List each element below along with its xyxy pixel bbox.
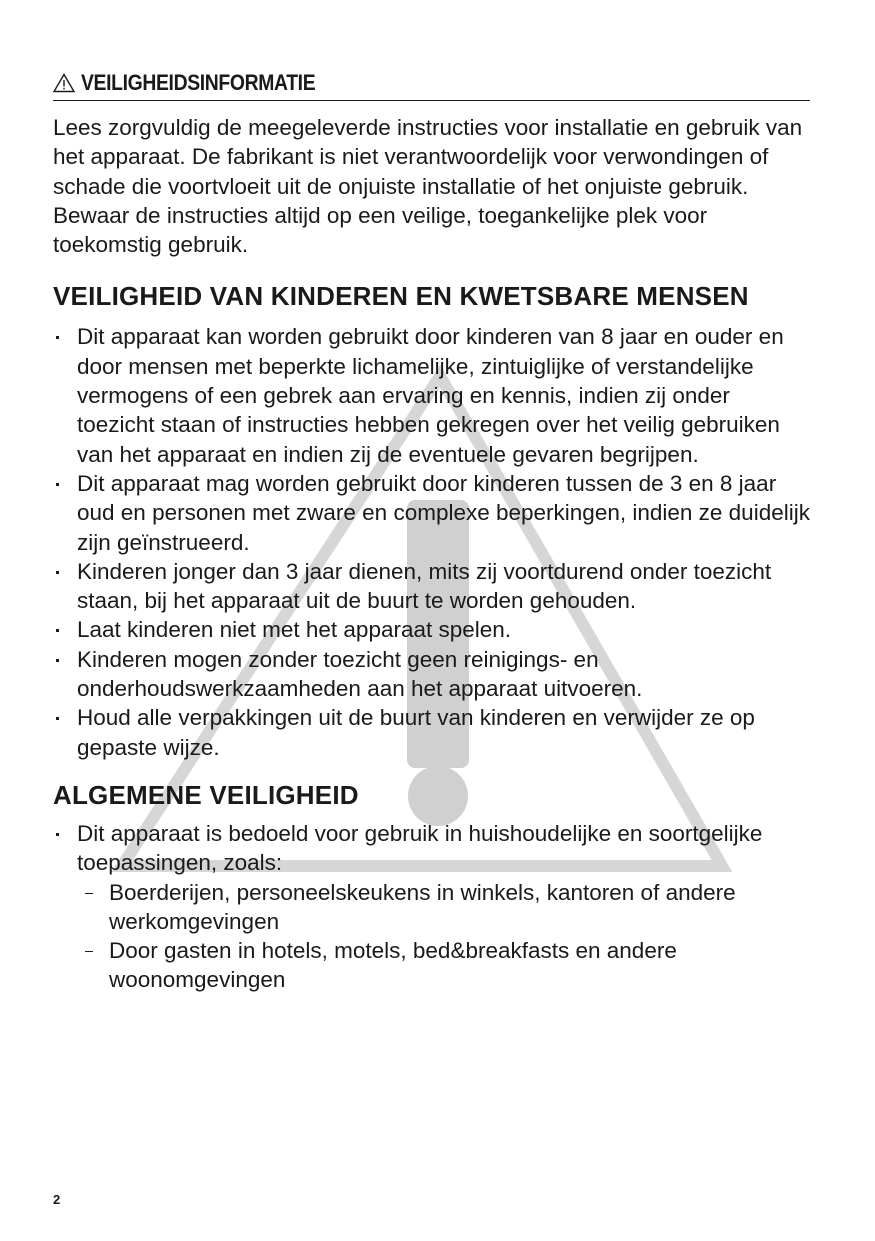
page-number: 2 [53, 1192, 61, 1207]
list-item: Kinderen mogen zonder toezicht geen reinigings- en onderhoudswerkzaamheden aan het apparaat uitvoeren. [53, 645, 810, 704]
list-item: Laat kinderen niet met het apparaat spelen. [53, 615, 810, 644]
intro-paragraph: Lees zorgvuldig de meegeleverde instructies voor installatie en gebruik van het apparaat. De fabrikant is niet verantwoordelijk voor verwondingen of schade die voortvloeit uit de onjuiste installatie of het onjuiste gebruik. Bewaar de instructies altijd op een veilige, toegankelijke plek voor toekomstig gebruik. [53, 115, 803, 258]
list-item: Dit apparaat kan worden gebruikt door kinderen van 8 jaar en ouder en door mensen met beperkte lichamelijke, zintuiglijke of verstandelijke vermogens of een gebrek aan ervaring en kennis, indien zij onder toezicht staan of instructies hebben gekregen over het veilig gebruiken van het apparaat en indien zij de eventuele gevaren begrijpen. [53, 322, 810, 468]
section-header [53, 66, 810, 101]
sub-list-item: Boerderijen, personeelskeukens in winkels, kantoren of andere werkomgevingen [77, 878, 810, 937]
heading-general-safety: ALGEMENE VEILIGHEID [53, 779, 359, 810]
list-item-text: Dit apparaat is bedoeld voor gebruik in huishoudelijke en soortgelijke toepassingen, zoals: [77, 820, 763, 876]
children-safety-list [53, 322, 810, 761]
list-item [53, 819, 810, 995]
sub-list [77, 878, 810, 995]
document-page [53, 66, 810, 995]
list-item: Houd alle verpakkingen uit de buurt van kinderen en verwijder ze op gepaste wijze. [53, 703, 810, 762]
list-item: Kinderen jonger dan 3 jaar dienen, mits zij voortdurend onder toezicht staan, bij het apparaat uit de buurt te worden gehouden. [53, 557, 810, 616]
heading-children-safety: VEILIGHEID VAN KINDEREN EN KWETSBARE MENSEN [53, 281, 749, 312]
general-safety-list [53, 819, 810, 995]
warning-triangle-icon [53, 73, 75, 93]
list-item: Dit apparaat mag worden gebruikt door kinderen tussen de 3 en 8 jaar oud en personen met zware en complexe beperkingen, indien ze duidelijk zijn geïnstrueerd. [53, 469, 810, 557]
section-title: VEILIGHEIDSINFORMATIE [81, 70, 316, 95]
sub-list-item: Door gasten in hotels, motels, bed&breakfasts en andere woonomgevingen [77, 936, 810, 995]
